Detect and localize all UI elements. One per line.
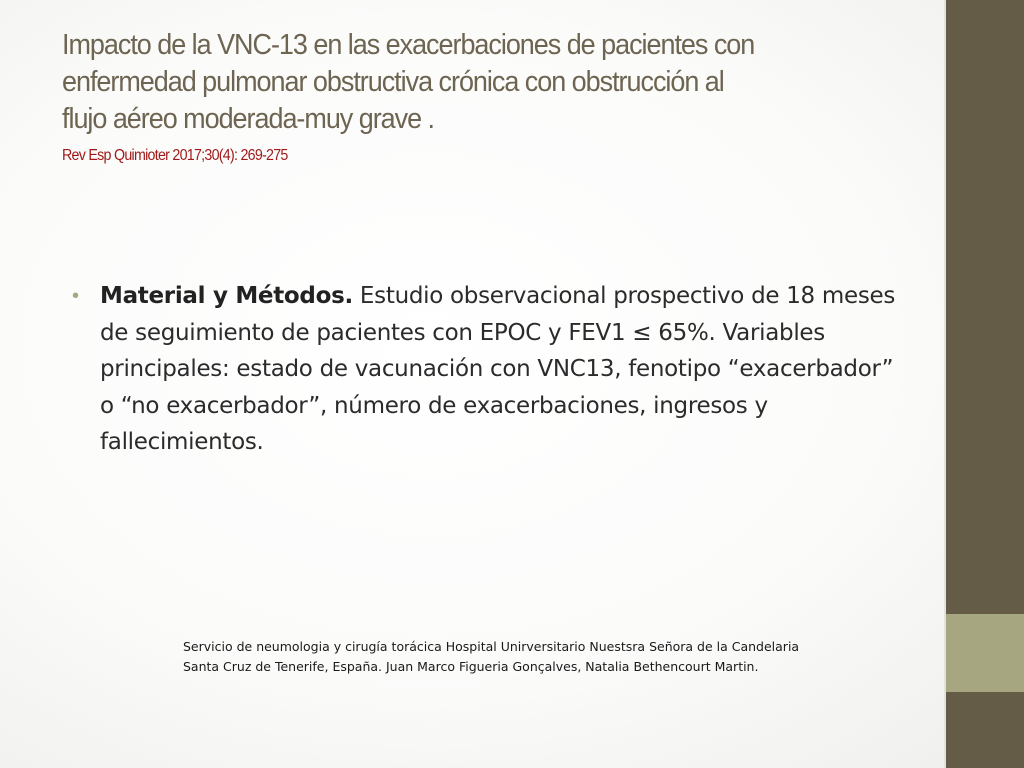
- footer-credits: [183, 637, 923, 677]
- sidebar-band-top: [946, 0, 1024, 614]
- sidebar-band-accent: [946, 614, 1024, 692]
- bullet-item: [72, 278, 912, 461]
- slide-title: Impacto de la VNC-13 en las exacerbaciones de pacientes con enfermedad pulmonar obstructiva crónica con obstrucción al flujo aéreo moderada-muy grave .: [62, 29, 755, 135]
- bullet-body: [100, 278, 912, 461]
- bullet-heading: Material y Métodos.: [100, 283, 353, 309]
- bullet-description: Estudio observacional prospectivo de 18 meses de seguimiento de pacientes con EPOC y FEV1 ≤ 65%. Variables principales: estado de vacunación con VNC13, fenotipo “exacerbador” o “no exacerbador”, número de exacerbaciones, ingresos y fallecimientos.: [100, 283, 896, 455]
- footer-line-authors: Santa Cruz de Tenerife, España. Juan Marco Figueria Gonçalves, Natalia Bethencourt Martin.: [183, 659, 759, 674]
- footer-line-institution: Servicio de neumologia y cirugía torácica Hospital Unirversitario Nuestsra Señora de la Candelaria: [183, 639, 800, 654]
- citation-reference: Rev Esp Quimioter 2017;30(4): 269-275: [62, 147, 288, 164]
- bullet-dot-icon: •: [72, 285, 80, 307]
- sidebar-band-bottom: [946, 692, 1024, 768]
